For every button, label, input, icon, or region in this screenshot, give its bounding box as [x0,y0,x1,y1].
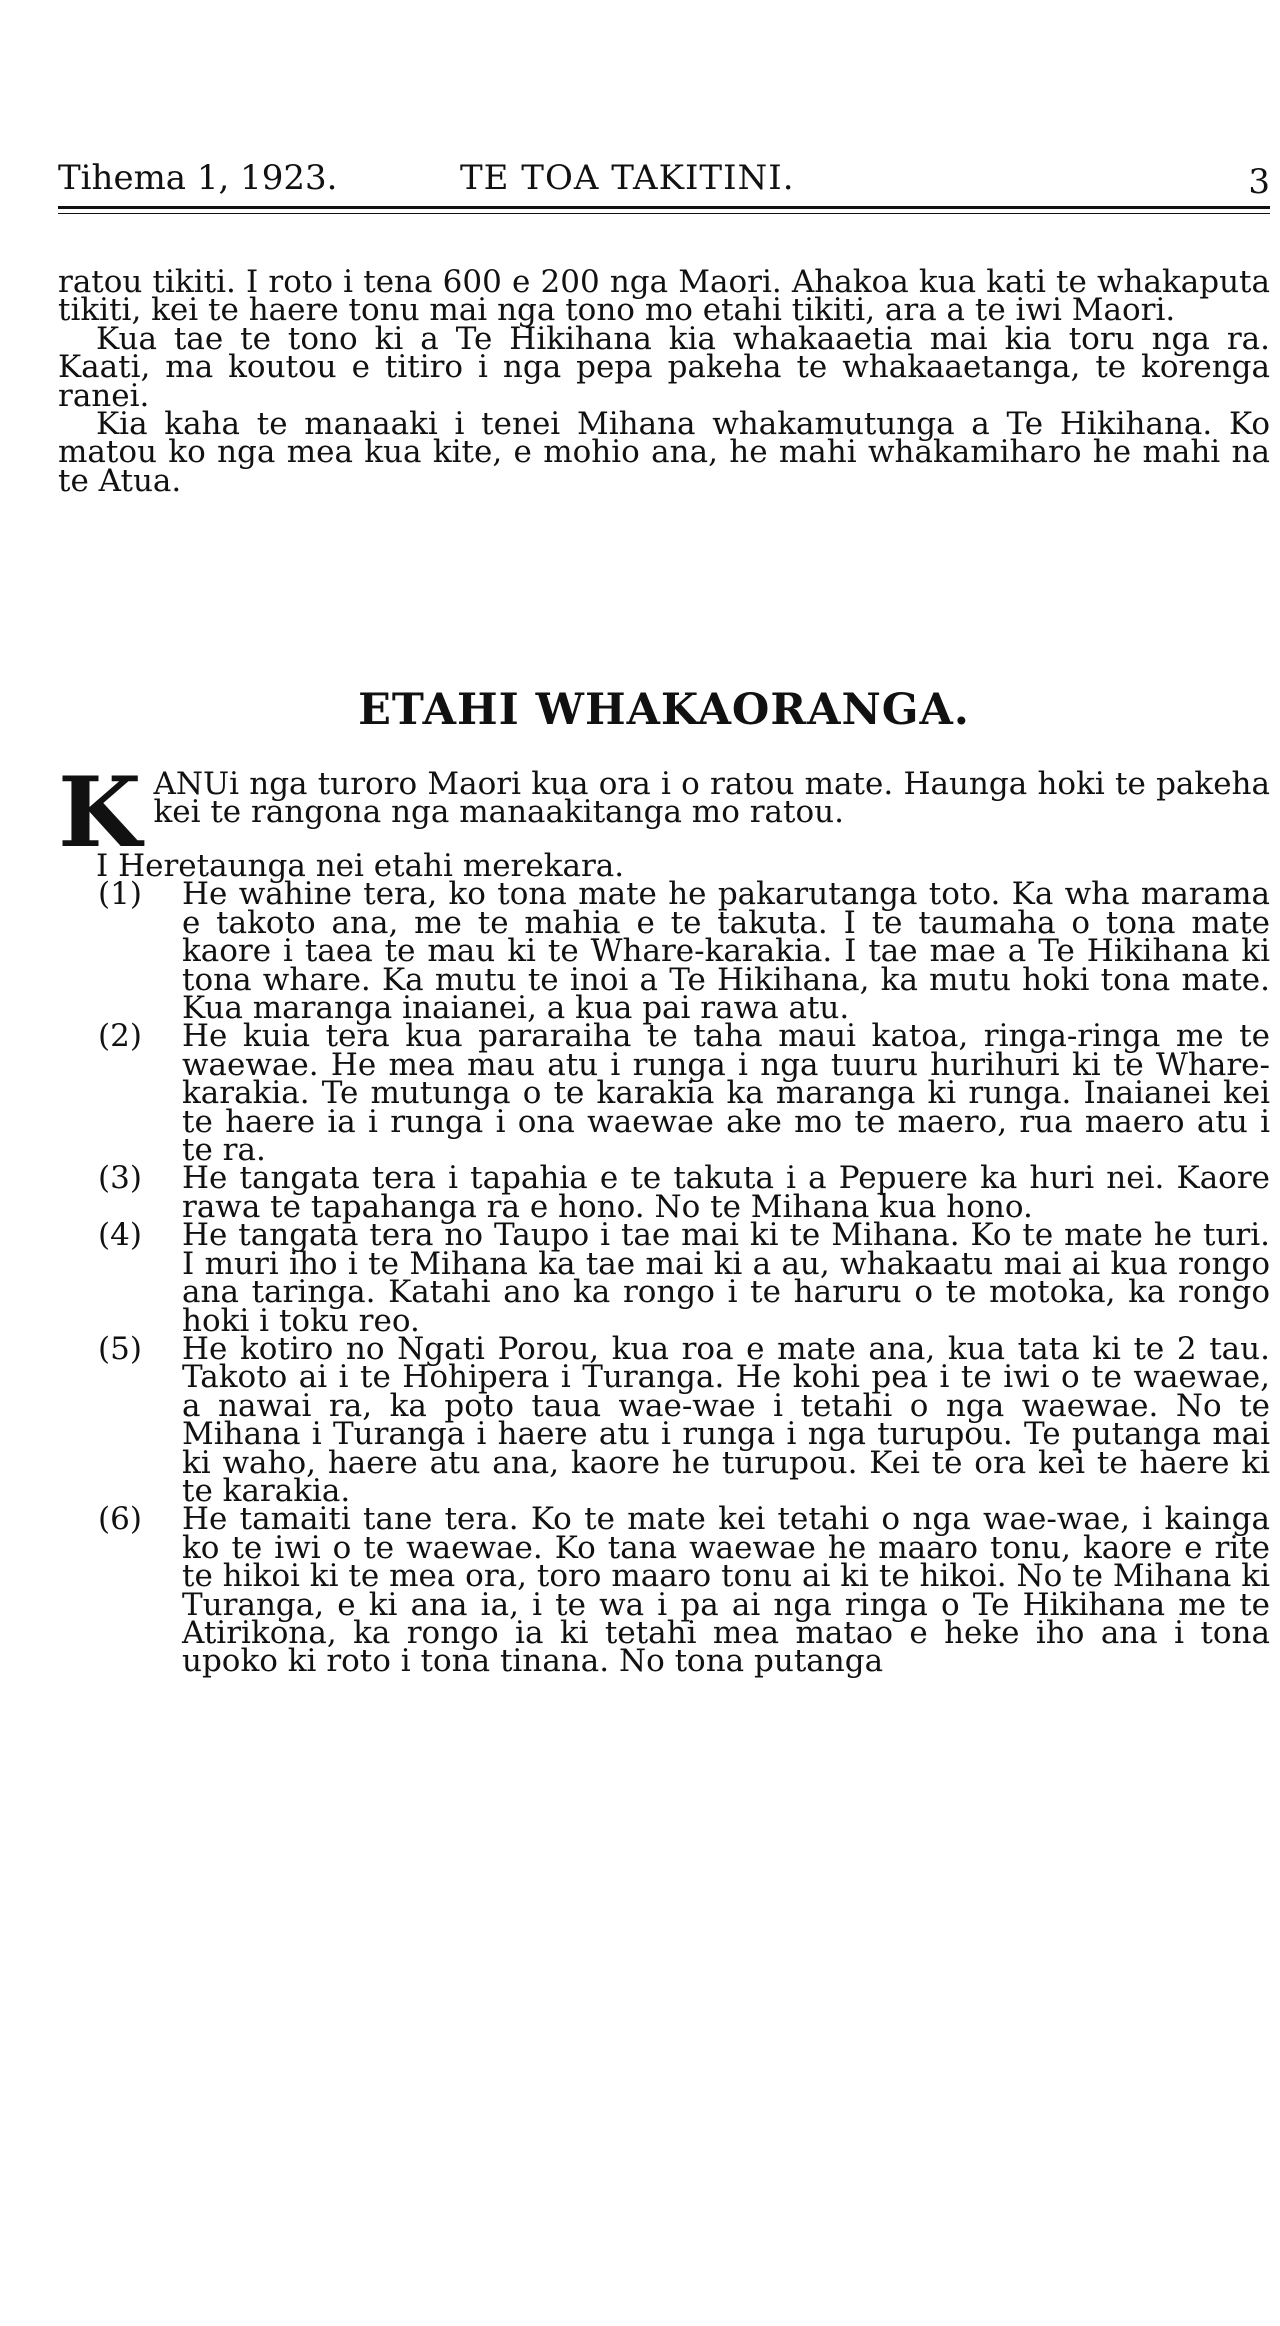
item-number: (4) [98,1217,142,1254]
opening-text: ANUi nga turoro Maori kua ora i o ratou mate. Haunga hoki te pakeha kei te rangona nga manaakitanga mo ratou. [153,766,1270,831]
list-item [58,1217,1270,1339]
newspaper-page [58,0,1270,2326]
header-rule-thin [58,213,1270,214]
item-number: (3) [98,1160,142,1197]
paragraph: Kua tae te tono ki a Te Hikihana kia whakaaetia mai kia toru nga ra. Kaati, ma koutou e titiro i nga pepa pakeha te whakaaetanga, te korenga ranei. [58,320,1270,414]
section-body [58,756,1270,1680]
item-text: He tangata tera i tapahia e te takuta i a Pepuere ka huri nei. Kaore rawa te tapahanga ra e hono. No te Mihana kua hono. [182,1160,1270,1225]
item-text: He wahine tera, ko tona mate he pakarutanga toto. Ka wha marama e takoto ana, me te mahia e te takuta. I te taumaha o tona mate kaore i taea te mau ki te Whare-karakia. I tae mae a Te Hikihana ki tona whare. Ka mutu te inoi a Te Hikihana, ka mutu hoki tona mate. Kua maranga inaianei, a kua pai rawa atu. [182,876,1270,1027]
item-number: (1) [98,876,142,913]
top-article-continuation [58,264,1270,499]
header-title: TE TOA TAKITINI. [460,158,795,198]
item-number: (5) [98,1330,142,1367]
item-text: He tamaiti tane tera. Ko te mate kei tetahi o nga wae-wae, i kainga ko te iwi o te waewae. Ko tana waewae he maaro tonu, kaore e rite te hikoi ki te mea ora, toro maaro tonu ai ki te hikoi. No te Mihana ki Turanga, e ki ana ia, i te wa i pa ai nga ringa o Te Hikihana me te Atirikona, ka rongo ia ki tetahi mea matao e heke iho ana i tona upoko ki roto i tona tinana. No tona putanga [182,1501,1270,1680]
intro-line: I Heretaunga nei etahi merekara. [96,848,625,884]
list-item [58,1018,1270,1169]
item-number: (6) [98,1501,142,1538]
page-header [58,158,1270,208]
header-date: Tihema 1, 1923. [58,158,338,198]
paragraph: Kia kaha te manaaki i tenei Mihana whakamutunga a Te Hikihana. Ko matou ko nga mea kua kite, e mohio ana, he mahi whakamiharo he mahi na te Atua. [58,406,1270,499]
page-number: 3 [1248,162,1270,202]
drop-cap: K [58,756,142,869]
list-item [58,1330,1270,1509]
list-item [58,1160,1270,1225]
list-item [58,876,1270,1027]
item-text: He tangata tera no Taupo i tae mai ki te Mihana. Ko te mate he turi. I muri iho i te Mihana ka tae mai ki a au, whakaatu mai ai kua rongo ana taringa. Katahi ano ka rongo i te haruru o te motoka, ka rongo hoki i toku reo. [182,1217,1270,1339]
item-number: (2) [98,1018,142,1055]
header-rule-thick [58,206,1270,209]
item-text: He kotiro no Ngati Porou, kua roa e mate ana, kua tata ki te 2 tau. Takoto ai i te Hohipera i Turanga. He kohi pea i te iwi o te waewae, a nawai ra, ka poto taua wae-wae i tetahi o nga waewae. No te Mihana i Turanga i haere atu i runga i nga turupou. Te putanga mai ki waho, haere atu ana, kaore he turupou. Kei te ora kei te haere ki te karakia. [182,1330,1270,1509]
list-item [58,1501,1270,1680]
section-heading: ETAHI WHAKAORANGA. [358,685,970,735]
item-text: He kuia tera kua pararaiha te taha maui katoa, ringa-ringa me te waewae. He mea mau atu i runga i nga tuuru hurihuri ki te Whare-karakia. Te mutunga o te karakia ka maranga ki runga. Inaianei kei te haere ia i runga i ona waewae ake mo te maero, rua maero atu i te ra. [182,1018,1270,1169]
paragraph: ratou tikiti. I roto i tena 600 e 200 nga Maori. Ahakoa kua kati te whakaputa tikiti, kei te haere tonu mai nga tono mo etahi tikiti, ara a te iwi Maori. [58,264,1270,329]
